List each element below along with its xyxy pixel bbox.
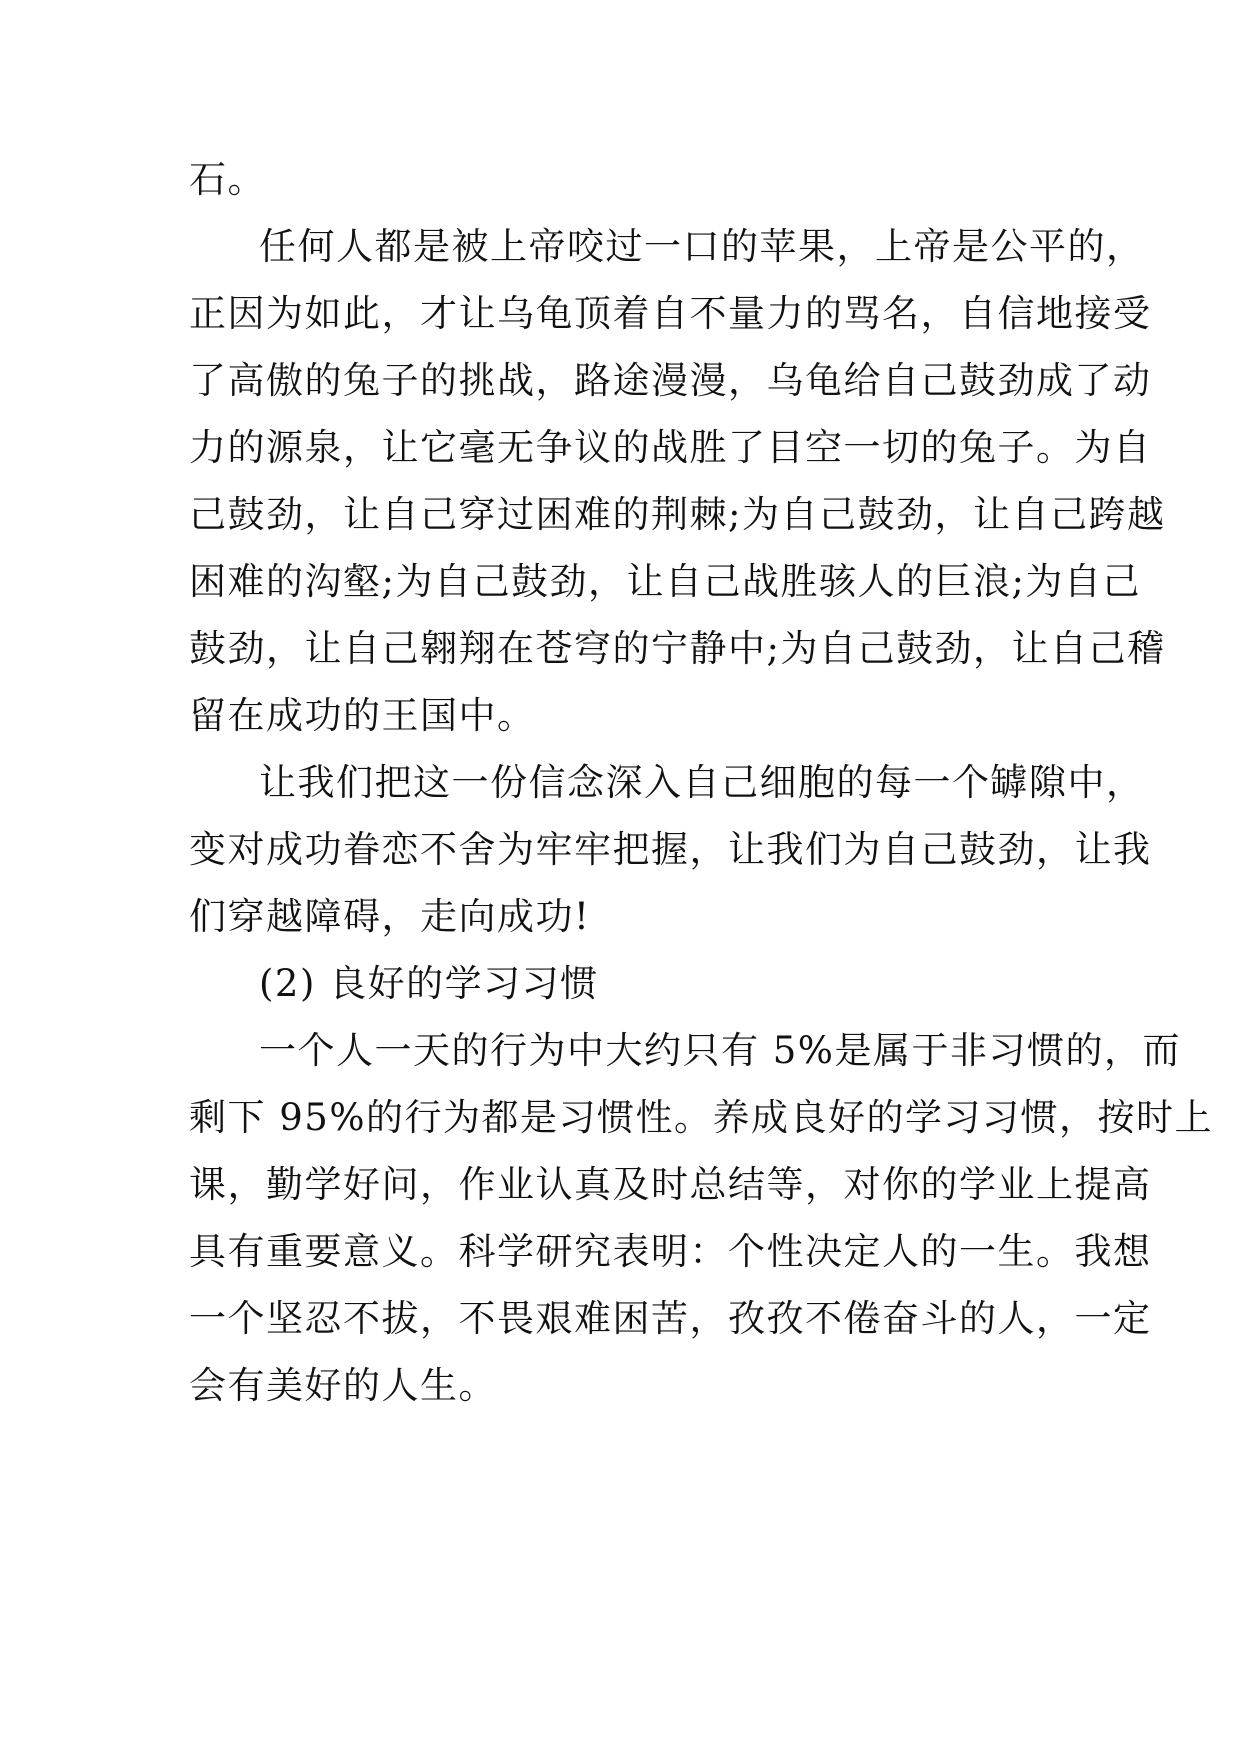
paragraph-line: 鼓劲，让自己翱翔在苍穹的宁静中;为自己鼓劲，让自己稽: [189, 627, 1166, 670]
paragraph-line: 了高傲的兔子的挑战，路途漫漫，乌龟给自己鼓劲成了动: [189, 359, 1152, 402]
paragraph-line: 一个人一天的行为中大约只有 5%是属于非习惯的，而: [259, 1029, 1181, 1072]
paragraph-line: 让我们把这一份信念深入自己细胞的每一个罅隙中，: [259, 761, 1145, 804]
paragraph-line: 剩下 95%的行为都是习惯性。养成良好的学习习惯，按时上: [189, 1096, 1213, 1139]
paragraph-line: 一个坚忍不拔，不畏艰难困苦，孜孜不倦奋斗的人，一定: [189, 1297, 1152, 1340]
paragraph-line: 会有美好的人生。: [189, 1364, 497, 1407]
paragraph-line: 们穿越障碍，走向成功!: [189, 895, 591, 938]
paragraph-line: 力的源泉，让它毫无争议的战胜了目空一切的兔子。为自: [189, 426, 1152, 469]
paragraph-line: 任何人都是被上帝咬过一口的苹果，上帝是公平的，: [259, 225, 1145, 268]
paragraph-line: 具有重要意义。科学研究表明：个性决定人的一生。我想: [189, 1230, 1152, 1273]
paragraph-line: 困难的沟壑;为自己鼓劲，让自己战胜骇人的巨浪;为自己: [189, 560, 1141, 603]
paragraph-line: 留在成功的王国中。: [189, 694, 536, 737]
paragraph-line: 己鼓劲，让自己穿过困难的荆棘;为自己鼓劲，让自己跨越: [189, 493, 1166, 536]
paragraph-line: 课，勤学好问，作业认真及时总结等，对你的学业上提高: [189, 1163, 1152, 1206]
section-heading: (2) 良好的学习习惯: [259, 962, 599, 1005]
paragraph-line: 石。: [189, 158, 266, 201]
paragraph-line: 正因为如此，才让乌龟顶着自不量力的骂名，自信地接受: [189, 292, 1152, 335]
paragraph-line: 变对成功眷恋不舍为牢牢把握，让我们为自己鼓劲，让我: [189, 828, 1152, 871]
